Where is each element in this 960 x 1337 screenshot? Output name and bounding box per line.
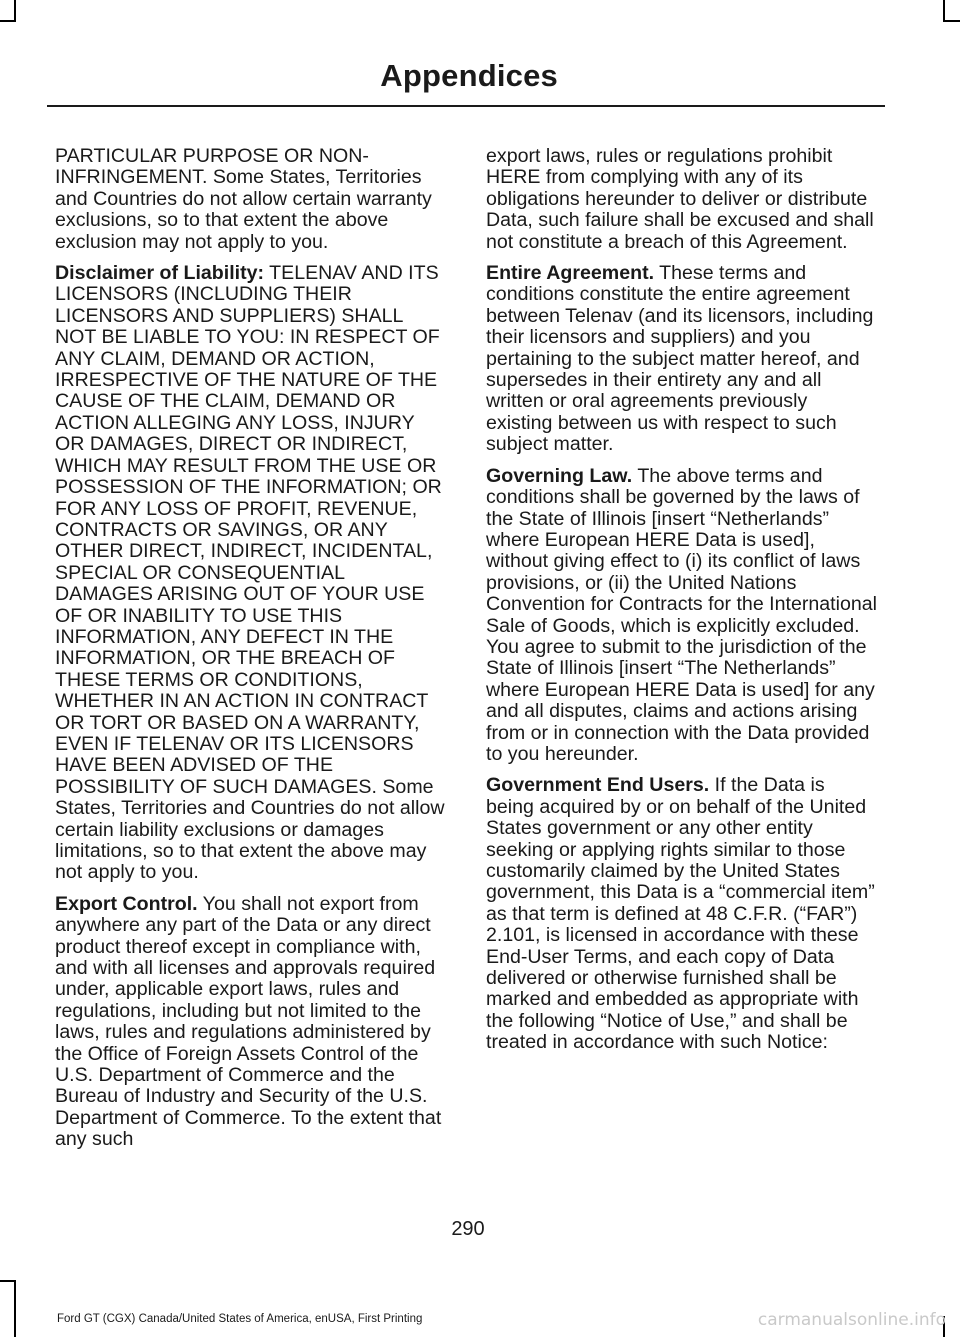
- paragraph-heading: Governing Law.: [486, 464, 633, 487]
- right-column: [486, 146, 878, 1064]
- crop-mark-top-left-h: [0, 20, 16, 22]
- paragraph-government-end-users: Government End Users. If the Data is being acquired by or on behalf of the United States government or any other entity seeking or applying rights similar to those customarily claimed by the United States government, this Data is a “commercial item” as that term is defined at 48 C.F.R. (“FAR”) 2.101, is licensed in accordance with these End-User Terms, and each copy of Data delivered or otherwise furnished shall be marked and embedded as appropriate with the following “Notice of Use,” and shall be treated in accordance with such Notice:: [486, 774, 875, 1054]
- watermark: carmanualsonline.info: [757, 1310, 946, 1330]
- left-column: [55, 146, 447, 1161]
- paragraph-heading: Disclaimer of Liability:: [55, 262, 265, 285]
- crop-mark-top-right-h: [943, 20, 960, 22]
- paragraph: PARTICULAR PURPOSE OR NON-INFRINGEMENT. Some States, Territories and Countries do not allow certain warranty exclusions, so to that extent the above exclusion may not apply to you.: [55, 145, 432, 253]
- page-number: 290: [451, 1218, 485, 1240]
- paragraph-export-control: Export Control. You shall not export from anywhere any part of the Data or any direct product thereof except in compliance with, and with all licenses and approvals required under, applicable export laws, rules and regulations, including but not limited to the laws, rules and regulations administered by the Office of Foreign Assets Control of the U.S. Department of Commerce and the Bureau of Industry and Security of the U.S. Department of Commerce. To the extent that any such: [55, 892, 442, 1151]
- header-divider: [47, 105, 885, 107]
- crop-mark-bottom-left-v: [14, 1280, 16, 1337]
- crop-mark-top-right-v: [943, 0, 945, 22]
- paragraph-disclaimer-of-liability: Disclaimer of Liability: TELENAV AND ITS LICENSORS (INCLUDING THEIR LICENSORS AND SUPPLIERS) SHALL NOT BE LIABLE TO YOU: IN RESPECT OF ANY CLAIM, DEMAND OR ACTION, IRRESPECTIVE OF THE NATURE OF THE CAUSE OF THE CLAIM, DEMAND OR ACTION ALLEGING ANY LOSS, INJURY OR DAMAGES, DIRECT OR INDIRECT, WHICH MAY RESULT FROM THE USE OR POSSESSION OF THE INFORMATION; OR FOR ANY LOSS OF PROFIT, REVENUE, CONTRACTS OR SAVINGS, OR ANY OTHER DIRECT, INDIRECT, INCIDENTAL, SPECIAL OR CONSEQUENTIAL DAMAGES ARISING OUT OF YOUR USE OF OR INABILITY TO USE THIS INFORMATION, ANY DEFECT IN THE INFORMATION, OR THE BREACH OF THESE TERMS OR CONDITIONS, WHETHER IN AN ACTION IN CONTRACT OR TORT OR BASED ON A WARRANTY, EVEN IF TELENAV OR ITS LICENSORS HAVE BEEN ADVISED OF THE POSSIBILITY OF SUCH DAMAGES. Some States, Territories and Countries do not allow certain liability exclusions or damages limitations, so to that extent the above may not apply to you.: [55, 262, 445, 884]
- paragraph-heading: Government End Users.: [486, 774, 710, 797]
- paragraph-entire-agreement: Entire Agreement. These terms and conditions constitute the entire agreement between Telenav (and its licensors, including their licensors and suppliers) and you pertaining to the subject matter hereof, and supersedes in their entirety any and all written or oral agreements previously existing between us with respect to such subject matter.: [486, 262, 874, 456]
- crop-mark-bottom-left-h: [0, 1280, 16, 1282]
- paragraph-heading: Export Control.: [55, 892, 198, 915]
- paragraph: export laws, rules or regulations prohibit HERE from complying with any of its obligations hereunder to deliver or distribute Data, such failure shall be excused and shall not constitute a breach of this Agreement.: [486, 145, 874, 253]
- paragraph-governing-law: Governing Law. The above terms and conditions shall be governed by the laws of the State of Illinois [insert “Netherlands” where European HERE Data is used], without giving effect to (i) its conflict of laws provisions, or (ii) the United Nations Convention for Contracts for the International Sale of Goods, which is explicitly excluded. You agree to submit to the jurisdiction of the State of Illinois [insert “The Netherlands” where European HERE Data is used] for any and all disputes, claims and actions arising from or in connection with the Data provided to you hereunder.: [486, 464, 878, 765]
- crop-mark-top-left-v: [14, 0, 16, 22]
- page-title: Appendices: [380, 58, 558, 93]
- footer-text: Ford GT (CGX) Canada/United States of America, enUSA, First Printing: [57, 1313, 423, 1325]
- paragraph-heading: Entire Agreement.: [486, 262, 655, 285]
